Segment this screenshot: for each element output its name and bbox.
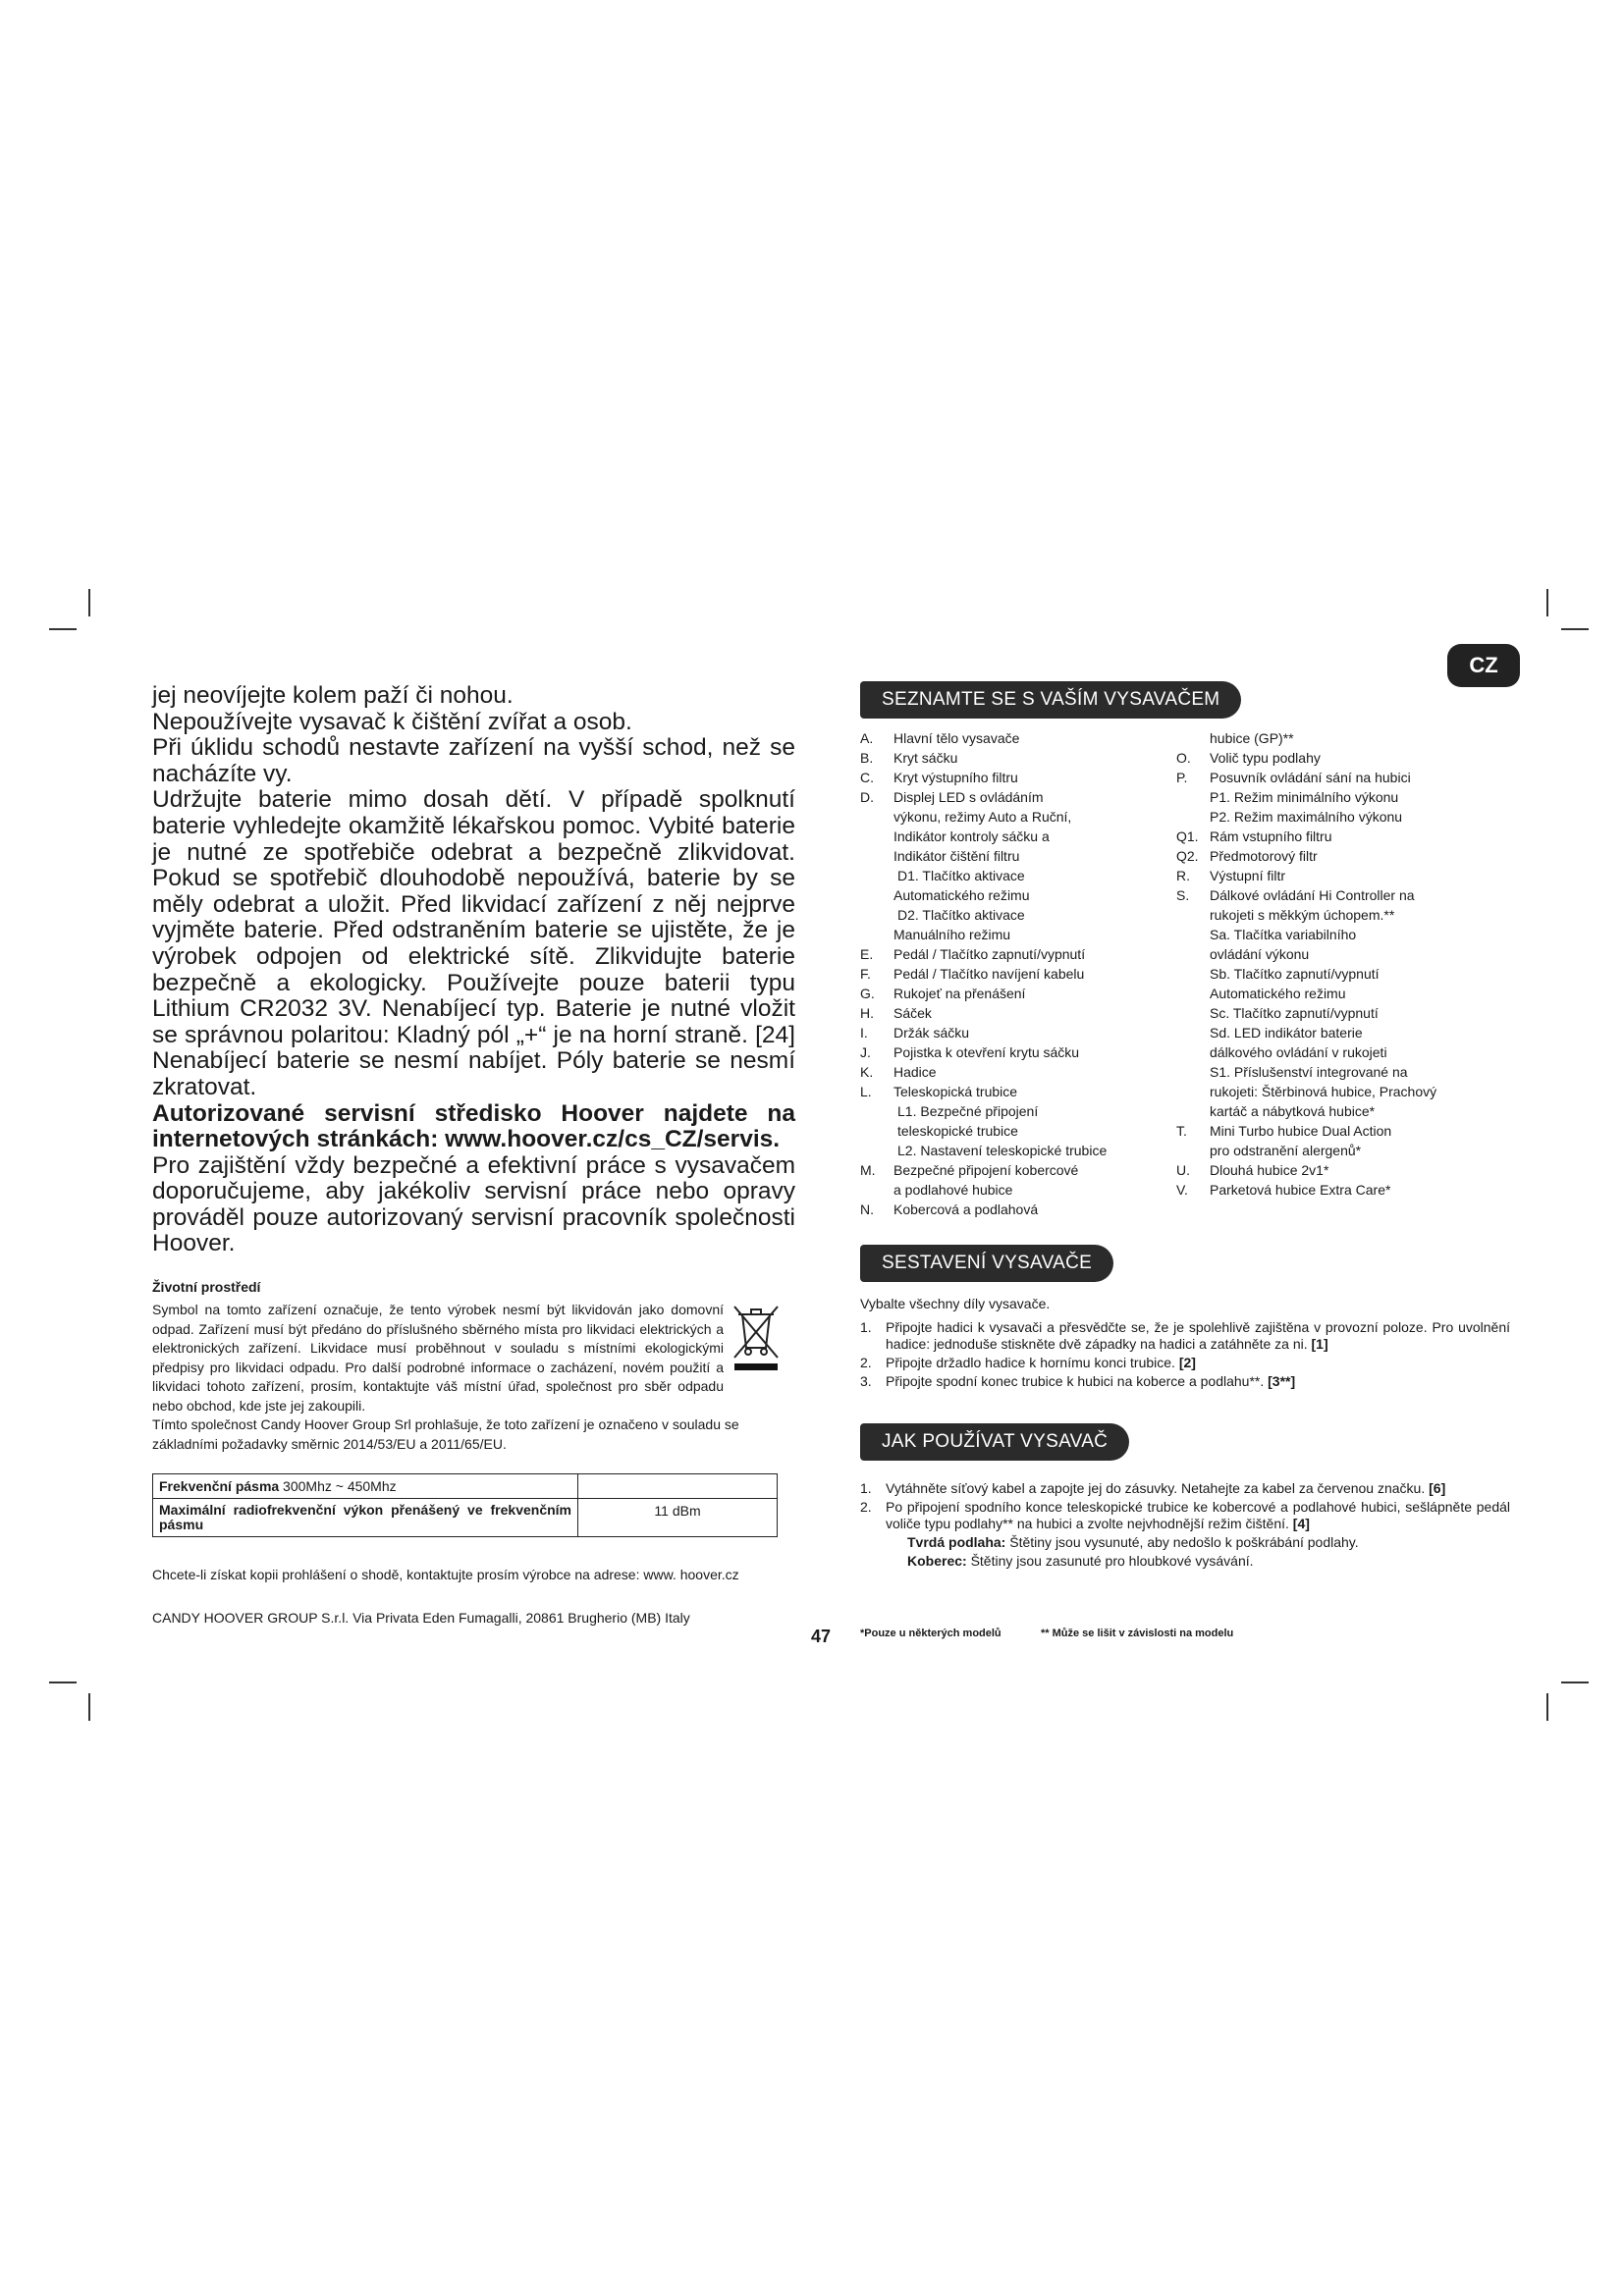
list-item: ovládání výkonu bbox=[1210, 946, 1310, 962]
list-item: V. Parketová hubice Extra Care* bbox=[1176, 1182, 1391, 1198]
list-item: Sa. Tlačítka variabilního bbox=[1210, 927, 1357, 942]
page-number: 47 bbox=[811, 1627, 832, 1646]
list-item: M. Bezpečné připojení kobercové bbox=[860, 1162, 1079, 1178]
frequency-table bbox=[152, 1473, 778, 1537]
list-item: pro odstranění alergenů* bbox=[1210, 1143, 1362, 1158]
list-item: dálkového ovládání v rukojeti bbox=[1210, 1044, 1387, 1060]
list-item: kartáč a nábytková hubice* bbox=[1210, 1103, 1376, 1119]
weee-bin-icon bbox=[727, 1301, 785, 1371]
list-item: Sb. Tlačítko zapnutí/vypnutí bbox=[1210, 966, 1380, 982]
list-item: Sd. LED indikátor baterie bbox=[1210, 1025, 1363, 1041]
list-item: 1. Vytáhněte síťový kabel a zapojte jej do zásuvky. Netahejte za kabel za červenou značku. [6] bbox=[860, 1480, 1446, 1496]
footnote-some-models: *Pouze u některých modelů bbox=[860, 1628, 1001, 1639]
battery-paragraph: Udržujte baterie mimo dosah dětí. V případě spolknutí baterie vyhledejte okamžitě lékařskou pomoc. Vybité baterie je nutné ze spotřebiče odebrat a bezpečně zlikvidovat. Pokud se spotřebič dlouhodobě nepoužívá, baterie by se měly odebrat a uložit. Před likvidací zařízení z něj nejprve vyjměte baterie. Před odstraněním baterie se ujistěte, že je výrobek odpojen od elektrické sítě. Zlikvidujte baterie bezpečně a ekologicky. Používejte pouze baterii typu Lithium CR2032 3V. Nenabíjecí typ. Baterie je nutné vložit se správnou polaritou: Kladný pól „+“ je na horní straně. [24] Nenabíjecí baterie se nesmí nabíjet. Póly baterie se nesmí zkratovat. bbox=[152, 786, 795, 1100]
crop-mark bbox=[1546, 1693, 1548, 1721]
crop-mark bbox=[1561, 1682, 1589, 1683]
left-column bbox=[152, 683, 795, 1626]
crop-mark bbox=[1561, 628, 1589, 630]
list-item: C. Kryt výstupního filtru bbox=[860, 770, 1018, 785]
list-item: Q1. Rám vstupního filtru bbox=[1176, 828, 1332, 844]
crop-mark bbox=[88, 1693, 90, 1721]
list-item: Indikátor kontroly sáčku a bbox=[893, 828, 1050, 844]
safety-paragraph: jej neovíjejte kolem paží či nohou. bbox=[152, 682, 514, 709]
list-item: P1. Režim minimálního výkonu bbox=[1210, 789, 1399, 805]
list-item: O. Volič typu podlahy bbox=[1176, 750, 1321, 766]
assembly-steps bbox=[860, 1319, 1510, 1392]
list-item: D. Displej LED s ovládáním bbox=[860, 789, 1044, 805]
list-item: N. Kobercová a podlahová bbox=[860, 1201, 1039, 1217]
safety-text bbox=[152, 683, 795, 1257]
hard-floor-note: Tvrdá podlaha: Štětiny jsou vysunuté, aby nedošlo k poškrábání podlahy. bbox=[907, 1534, 1359, 1550]
list-item: D2. Tlačítko aktivace bbox=[897, 907, 1025, 923]
service-bold: Autorizované servisní středisko Hoover najdete na internetových stránkách: www.hoover.cz/cs_CZ/servis. bbox=[152, 1099, 795, 1153]
list-item: F. Pedál / Tlačítko navíjení kabelu bbox=[860, 966, 1085, 982]
list-item: Automatického režimu bbox=[893, 887, 1030, 903]
environment-text: Symbol na tomto zařízení označuje, že tento výrobek nesmí být likvidován jako domovní odpad. Zařízení musí být předáno do příslušného sběrného místa pro likvidaci elektrických a elektronických zařízení. Likvidace musí proběhnout v souladu s místními ekologickými předpisy pro likvidaci odpadu. Pro další podrobné informace o zacházení, novém použití a likvidaci tohoto zařízení, prosím, kontaktujte váš místní úřad, společnost pro sběr odpadu nebo obchod, kde jste jej zakoupili. bbox=[152, 1302, 724, 1414]
section-title-usage: JAK POUŽÍVAT VYSAVAČ bbox=[860, 1423, 1129, 1461]
list-item: Automatického režimu bbox=[1210, 986, 1346, 1001]
list-item: Q2. Předmotorový filtr bbox=[1176, 848, 1318, 864]
list-item: a podlahové hubice bbox=[893, 1182, 1013, 1198]
list-item: výkonu, režimy Auto a Ruční, bbox=[893, 809, 1072, 825]
assembly-intro: Vybalte všechny díly vysavače. bbox=[860, 1296, 1051, 1311]
list-item: S1. Příslušenství integrované na bbox=[1210, 1064, 1408, 1080]
list-item: 2. Připojte držadlo hadice k hornímu konci trubice. [2] bbox=[860, 1355, 1196, 1370]
table-cell bbox=[578, 1474, 778, 1499]
list-item: T. Mini Turbo hubice Dual Action bbox=[1176, 1123, 1392, 1139]
safety-paragraph: Nepoužívejte vysavač k čištění zvířat a osob. bbox=[152, 708, 632, 735]
list-item: rukojeti: Štěrbinová hubice, Prachový bbox=[1210, 1084, 1437, 1099]
copy-request-text: Chcete-li získat kopii prohlášení o shodě, kontaktujte prosím výrobce na adrese: www. hoover.cz bbox=[152, 1567, 739, 1583]
footnote-model-variation: ** Může se lišit v závislosti na modelu bbox=[1041, 1628, 1234, 1639]
list-item: rukojeti s měkkým úchopem.** bbox=[1210, 907, 1395, 923]
crop-mark bbox=[49, 1682, 77, 1683]
list-item: I. Držák sáčku bbox=[860, 1025, 970, 1041]
list-item: G. Rukojeť na přenášení bbox=[860, 986, 1026, 1001]
list-item: B. Kryt sáčku bbox=[860, 750, 958, 766]
table-row bbox=[153, 1499, 778, 1537]
crop-mark bbox=[88, 589, 90, 616]
list-item: A. Hlavní tělo vysavače bbox=[860, 730, 1020, 746]
list-item: teleskopické trubice bbox=[897, 1123, 1018, 1139]
list-item: 3. Připojte spodní konec trubice k hubici na koberce a podlahu**. [3**] bbox=[860, 1373, 1296, 1389]
list-item: D1. Tlačítko aktivace bbox=[897, 868, 1025, 883]
company-address: CANDY HOOVER GROUP S.r.l. Via Privata Eden Fumagalli, 20861 Brugherio (MB) Italy bbox=[152, 1610, 690, 1627]
list-item: 2. Po připojení spodního konce teleskopické trubice ke kobercové a podlahové hubici, sešlápněte pedál voliče typu podlahy** na hubici a zvolte nejvhodnější režim čištění. [4] bbox=[860, 1499, 1510, 1531]
list-item: Manuálního režimu bbox=[893, 927, 1011, 942]
list-item: P. Posuvník ovládání sání na hubici bbox=[1176, 770, 1411, 785]
language-badge: CZ bbox=[1447, 644, 1520, 687]
crop-mark bbox=[1546, 589, 1548, 616]
section-title-assembly: SESTAVENÍ VYSAVAČE bbox=[860, 1245, 1113, 1282]
list-item: H. Sáček bbox=[860, 1005, 932, 1021]
section-title-parts: SEZNAMTE SE S VAŠÍM VYSAVAČEM bbox=[860, 681, 1241, 719]
usage-steps bbox=[860, 1480, 1510, 1570]
table-row bbox=[153, 1474, 778, 1499]
crop-mark bbox=[49, 628, 77, 630]
list-item: Indikátor čištění filtru bbox=[893, 848, 1020, 864]
declaration-text: Tímto společnost Candy Hoover Group Srl prohlašuje, že toto zařízení je označeno v souladu se základními požadavky směrnic 2014/53/EU a 2011/65/EU. bbox=[152, 1416, 739, 1452]
list-item: L1. Bezpečné připojení bbox=[897, 1103, 1039, 1119]
list-item: P2. Režim maximálního výkonu bbox=[1210, 809, 1403, 825]
list-item: S. Dálkové ovládání Hi Controller na bbox=[1176, 887, 1415, 903]
carpet-note: Koberec: Štětiny jsou zasunuté pro hloubkové vysávání. bbox=[907, 1553, 1254, 1569]
table-cell: 11 dBm bbox=[578, 1499, 778, 1537]
environment-title: Životní prostředí bbox=[152, 1279, 261, 1296]
table-cell: Frekvenční pásma 300Mhz ~ 450Mhz bbox=[153, 1474, 578, 1499]
list-item: R. Výstupní filtr bbox=[1176, 868, 1286, 883]
parts-list-col1 bbox=[860, 728, 1184, 1219]
list-item: U. Dlouhá hubice 2v1* bbox=[1176, 1162, 1329, 1178]
service-paragraph: Pro zajištění vždy bezpečné a efektivní práce s vysavačem doporučujeme, aby jakékoliv servisní práce nebo opravy prováděl pouze autorizovaný servisní pracovník společnosti Hoover. bbox=[152, 1151, 795, 1257]
list-item: 1. Připojte hadici k vysavači a přesvědčte se, že je spolehlivě zajištěna v provozní poloze. Pro uvolnění hadice: jednoduše stiskněte dvě západky na hadici a zatáhněte za ni. [1] bbox=[860, 1319, 1510, 1352]
list-item: L. Teleskopická trubice bbox=[860, 1084, 1018, 1099]
list-item: E. Pedál / Tlačítko zapnutí/vypnutí bbox=[860, 946, 1086, 962]
list-item: J. Pojistka k otevření krytu sáčku bbox=[860, 1044, 1080, 1060]
parts-list-col2 bbox=[1176, 728, 1500, 1200]
list-item: K. Hadice bbox=[860, 1064, 937, 1080]
table-cell: Maximální radiofrekvenční výkon přenášený ve frekvenčním pásmu bbox=[153, 1499, 578, 1537]
safety-paragraph: Při úklidu schodů nestavte zařízení na vyšší schod, než se nacházíte vy. bbox=[152, 734, 795, 787]
list-item: L2. Nastavení teleskopické trubice bbox=[897, 1143, 1108, 1158]
list-item: Sc. Tlačítko zapnutí/vypnutí bbox=[1210, 1005, 1379, 1021]
list-item: hubice (GP)** bbox=[1210, 730, 1294, 746]
